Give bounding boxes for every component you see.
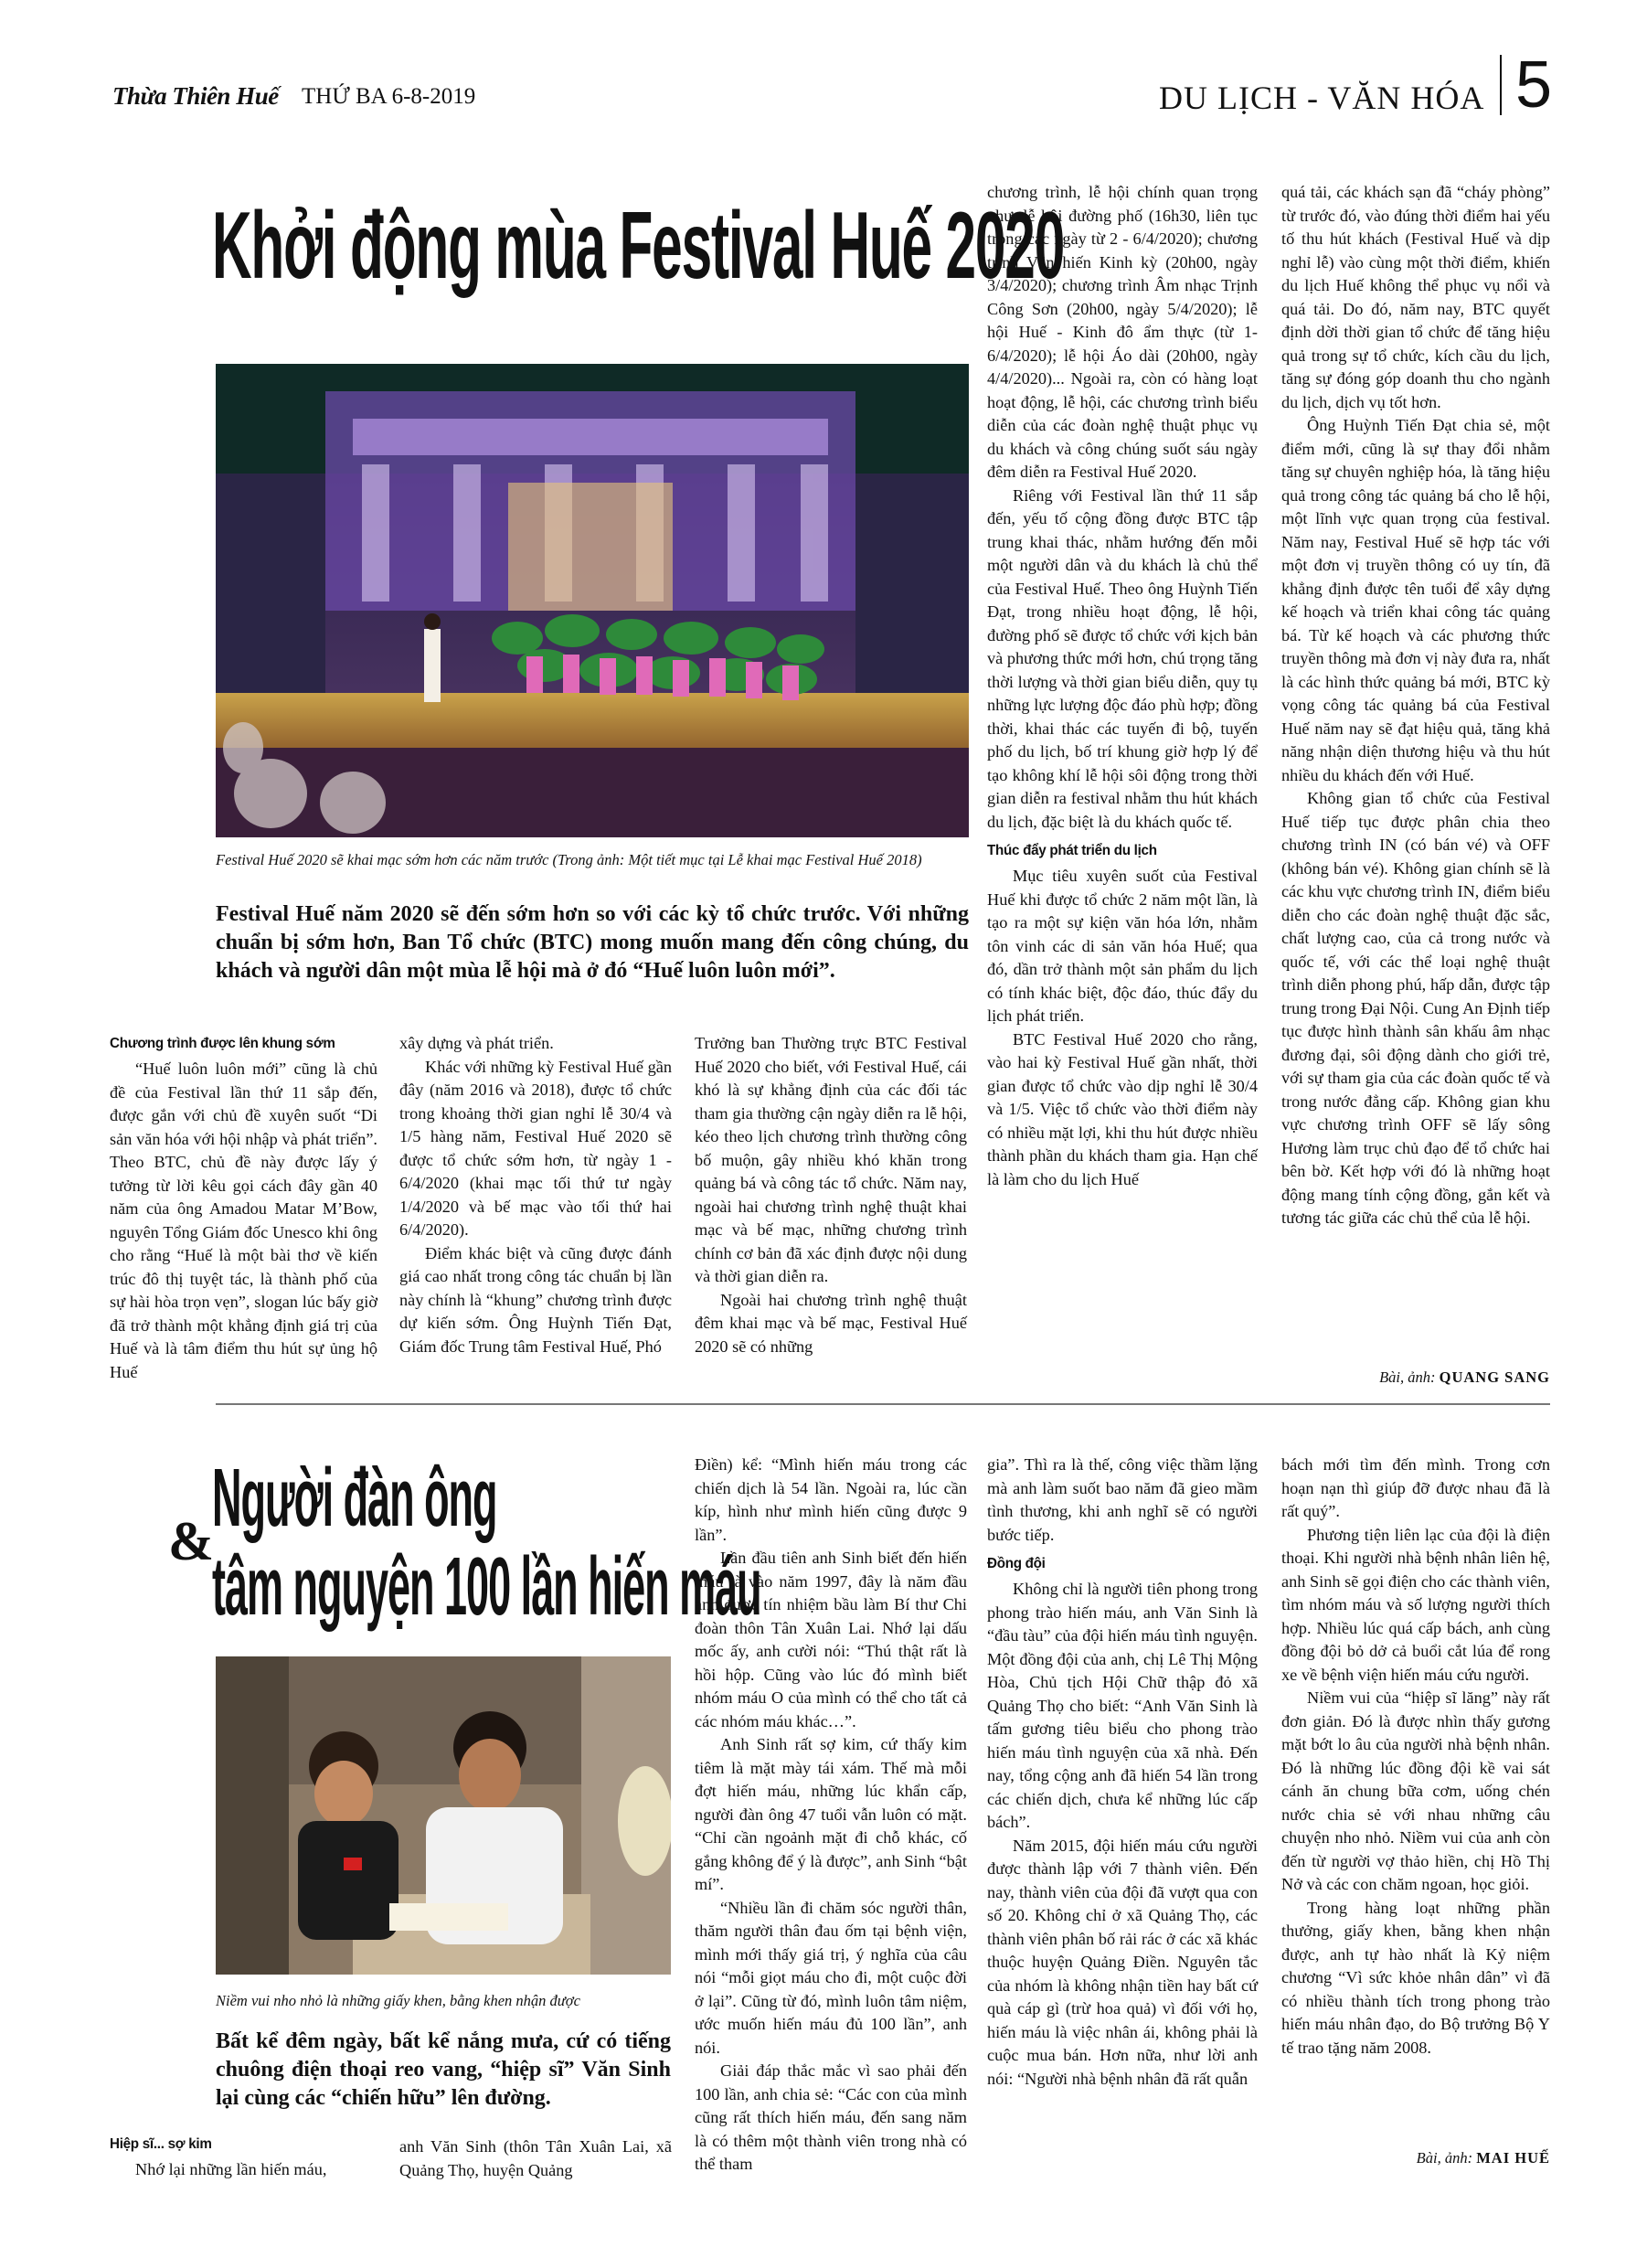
article1-col4-p3: Mục tiêu xuyên suốt của Festival Huế khi được tổ chức 2 năm một lần, là tạo ra một sự kiện văn hóa lớn, nhằm tôn vinh các di sản văn hóa Huế; qua đó, dần trở thành một sản phẩm du lịch có tính khác biệt, độc đáo, thúc đẩy du lịch phát triển. bbox=[987, 867, 1258, 1025]
article2-col5-p2: Phương tiện liên lạc của đội là điện thoại. Khi người nhà bệnh nhân liên hệ, anh Sinh sẽ gọi điện cho các thành viên, tìm nhóm máu và số lượng người thích hợp. Nhiều lúc quá cấp bách, anh cùng đồng đội bỏ dở cả buổi cắt lúa để rong xe về bệnh viện hiến máu cứu người. bbox=[1281, 1525, 1550, 1684]
article2-col2-p1: anh Văn Sinh (thôn Tân Xuân Lai, xã Quảng Thọ, huyện Quảng bbox=[399, 2137, 672, 2179]
article1-column-4 bbox=[987, 181, 1258, 1191]
article1-col5-p3: Không gian tổ chức của Festival Huế tiếp tục được phân chia theo chương trình IN (có bán vé) và OFF (không bán vé). Không gian chính sẽ là các khu vực chương trình IN, điểm biểu diễn cho các đoàn nghệ thuật đặc sắc, chất lượng cao, của cả trong nước và quốc tế, với các thể loại nghệ thuật trình diễn phong phú, hấp dẫn, được tập trung trong Đại Nội. Cung An Định tiếp tục được hình thành sân khấu âm nhạc đương đại, sôi động dành cho giới trẻ, với sự tham gia của các đoàn quốc tế và trong nước đẳng cấp. Không gian khu vực chương trình OFF sẽ lấy sông Hương làm trục chủ đạo để tổ chức hai bên bờ. Kết hợp với đó là những hoạt động mang tính cộng đồng, gắn kết và tương tác giữa các chủ thể của lễ hội. bbox=[1281, 789, 1550, 1227]
blood-donor-photo bbox=[216, 1656, 671, 1975]
article2-credit-prefix: Bài, ảnh: bbox=[1416, 2149, 1477, 2167]
article1-column-3 bbox=[695, 1032, 967, 1358]
article2-col3-p5: Giải đáp thắc mắc vì sao phải đến 100 lần, anh chia sẻ: “Các con của mình cũng rất thích hiến máu, đến sang năm là có thêm một thành viên trong nhà có thể tham bbox=[695, 2061, 967, 2173]
article2-title-line1: Người đàn ông bbox=[212, 1453, 497, 1544]
article2-photo-caption: Niềm vui nho nhỏ là những giấy khen, bằng khen nhận được bbox=[216, 1992, 580, 2009]
article2-title-line2: tâm nguyện 100 lần hiến máu bbox=[212, 1541, 761, 1633]
article2-column-2 bbox=[399, 2135, 672, 2182]
article2-col4-p2: Không chỉ là người tiên phong trong phong trào hiến máu, anh Văn Sinh là “đầu tàu” của đội hiến máu tình nguyện. Một đồng đội của anh, chị Lê Thị Mộng Hòa, Chủ tịch Hội Chữ thập đỏ xã Quảng Thọ cho biết: “Anh Văn Sinh là tấm gương tiêu biểu cho phong trào hiến máu tình nguyện của xã nhà. Đến nay, tổng cộng anh đã hiến 54 lần trong các chiến dịch, chưa kể những lúc cấp bách”. bbox=[987, 1580, 1258, 1831]
article2-col5-p4: Trong hàng loạt những phần thưởng, giấy khen, bằng khen nhận được, anh tự hào nhất là Kỷ niệm chương “Vì sức khỏe nhân dân” vì đã có nhiều thành tích trong phong trào hiến máu nhân đạo, do Bộ trưởng Bộ Y tế trao tặng năm 2008. bbox=[1281, 1898, 1550, 2057]
article2-col3-p1: Điền) kể: “Mình hiến máu trong các chiến dịch là 54 lần. Ngoài ra, lúc cần kíp, hình như mình hiến cũng được 9 lần”. bbox=[695, 1455, 967, 1544]
article-separator bbox=[216, 1403, 1550, 1405]
issue-date: THỨ BA 6-8-2019 bbox=[302, 84, 476, 109]
article1-col4-p4: BTC Festival Huế 2020 cho rằng, vào hai kỳ Festival Huế gần nhất, thời gian được tổ chức vào dịp nghỉ lễ 30/4 và 1/5. Việc tổ chức vào thời điểm này có nhiều mặt lợi, khi thu hút được nhiều thành phần du khách tham gia. Hạn chế là làm cho du lịch Huế bbox=[987, 1029, 1258, 1188]
article2-col3-p4: “Nhiều lần đi chăm sóc người thân, thăm người thân đau ốm tại bệnh viện, mình mới thấy giá trị, ý nghĩa của câu nói “mỗi giọt máu cho đi, một cuộc đời ở lại”. Cũng từ đó, mình luôn tâm niệm, ước muốn hiến máu đủ 100 lần”, anh nói. bbox=[695, 1898, 967, 2057]
article2-col5-p3: Niềm vui của “hiệp sĩ lăng” này rất đơn giản. Đó là được nhìn thấy gương mặt bớt lo âu của người nhà bệnh nhân. Đó là những lúc đồng đội kề vai sát cánh ăn chung bữa cơm, uống chén nước chia sẻ với nhau những câu chuyện nho nhỏ. Niềm vui của anh còn đến từ người vợ thảo hiền, chị Hồ Thị Nở và các con chăm ngoan, học giỏi. bbox=[1281, 1688, 1550, 1893]
article2-credit bbox=[1281, 2149, 1550, 2167]
article1-col5-p1: quá tải, các khách sạn đã “cháy phòng” từ trước đó, vào đúng thời điểm hai yếu tố thu hút khách (Festival Huế và dịp nghỉ lễ) vào cùng một thời điểm, khiến du lịch Huế không thể phục vụ nổi và quá tải. Do đó, năm nay, BTC quyết định dời thời gian tổ chức để tăng hiệu quả trong sự tổ chức, kích cầu du lịch, tăng sự đóng góp doanh thu cho ngành du lịch, dịch vụ tốt hơn. bbox=[1281, 183, 1550, 411]
article2-subhead-2: Đồng đội bbox=[987, 1556, 1046, 1571]
article2-subhead-1: Hiệp sĩ... sợ kim bbox=[110, 2136, 212, 2152]
article1-col3-p1: Trưởng ban Thường trực BTC Festival Huế 2020 cho biết, với Festival Huế, cái khó là sự khẳng định của các đối tác tham gia thường cận ngày diễn ra lễ hội, kéo theo lịch chương trình thường công bố muộn, gây nhiều khó khăn trong quảng bá và công tác tổ chức. Năm nay, ngoài hai chương trình nghệ thuật khai mạc và bế mạc, những chương trình chính cơ bản đã xác định được nội dung và thời gian diễn ra. bbox=[695, 1034, 967, 1285]
article2-col3-p3: Anh Sinh rất sợ kim, cứ thấy kim tiêm là mặt mày tái xám. Thế mà mỗi đợt hiến máu, những lúc khẩn cấp, người đàn ông 47 tuổi vẫn luôn có mặt. “Chỉ cần ngoảnh mặt đi chỗ khác, cố gắng không để ý là được”, anh Sinh “bật mí”. bbox=[695, 1735, 967, 1893]
page-number: 5 bbox=[1515, 48, 1553, 122]
article2-col1-p1: Nhớ lại những lần hiến máu, bbox=[135, 2160, 327, 2178]
article1-credit bbox=[1281, 1368, 1550, 1387]
article1-col2-p3: Điểm khác biệt và cũng được đánh giá cao nhất trong công tác chuẩn bị lần này chính là “khung” chương trình được dự kiến sớm. Ông Huỳnh Tiến Đạt, Giám đốc Trung tâm Festival Huế, Phó bbox=[399, 1243, 672, 1356]
article2-col4-p3: Năm 2015, đội hiến máu cứu người được thành lập với 7 thành viên. Đến nay, thành viên của đội đã vượt qua con số 20. Không chỉ ở xã Quảng Thọ, các thành viên phân bố rải rác ở các xã khác thuộc huyện Quảng Điền. Nguyên tắc của nhóm là không nhận tiền hay bất cứ quà cáp gì (trừ hoa quả) vì đối với họ, hiến máu là việc nhân ái, không phải là cuộc mua bán. Hơn nữa, như lời anh nói: “Người nhà bệnh nhân đã rất quẫn bbox=[987, 1836, 1258, 2088]
article2-col3-p2: Lần đầu tiên anh Sinh biết đến hiến máu là vào năm 1997, đây là năm đầu anh được tín nhiệm bầu làm Bí thư Chi đoàn thôn Tân Xuân Lai. Nhớ lại dấu mốc ấy, anh cười nói: “Thú thật rất là hồi hộp. Cũng vào lúc đó mình biết nhóm máu O của mình có thể cho tất cả các nhóm máu khác…”. bbox=[695, 1549, 967, 1730]
section-title: DU LỊCH - VĂN HÓA bbox=[1159, 80, 1485, 116]
article2-lead: Bất kể đêm ngày, bất kể nắng mưa, cứ có tiếng chuông điện thoại reo vang, “hiệp sĩ” Văn Sinh lại cùng các “chiến hữu” lên đường. bbox=[216, 2029, 671, 2110]
article1-lead: Festival Huế năm 2020 sẽ đến sớm hơn so với các kỳ tổ chức trước. Với những chuẩn bị sớm hơn, Ban Tổ chức (BTC) mong muốn mang đến công chúng, du khách và người dân một mùa lễ hội mà ở đó “Huế luôn luôn mới”. bbox=[216, 902, 969, 983]
article2-column-1 bbox=[110, 2131, 377, 2182]
article2-column-3 bbox=[695, 1453, 967, 2177]
article2-title-ampersand: & bbox=[168, 1511, 214, 1571]
article2-column-4 bbox=[987, 1453, 1258, 2091]
article2-column-5 bbox=[1281, 1453, 1550, 2060]
article1-subhead-2: Thúc đẩy phát triển du lịch bbox=[987, 843, 1157, 858]
article1-photo-caption: Festival Huế 2020 sẽ khai mạc sớm hơn các năm trước (Trong ảnh: Một tiết mục tại Lễ khai mạc Festival Huế 2018) bbox=[216, 851, 922, 868]
article2-credit-name: MAI HUẾ bbox=[1476, 2149, 1550, 2167]
article1-col1-p1: “Huế luôn luôn mới” cũng là chủ đề của Festival lần thứ 11 sắp đến, được gắn với chủ đề xuyên suốt “Di sản văn hóa với hội nhập và phát triển”. Theo BTC, chủ đề này được lấy ý tưởng từ lời kêu gọi cách đây gần 40 năm của ông Amadou Matar M’Bow, nguyên Tổng Giám đốc Unesco khi ông cho rằng “Huế là một bài thơ về kiến trúc đô thị tuyệt tác, là thành phố của sự hài hòa trọn vẹn”, slogan lúc bấy giờ đã trở thành một khẳng định giá trị của Huế và là tâm điểm thu hút sự ủng hộ Huế bbox=[110, 1059, 377, 1381]
article1-credit-prefix: Bài, ảnh: bbox=[1379, 1368, 1440, 1386]
article1-col4-p2: Riêng với Festival lần thứ 11 sắp đến, yếu tố cộng đồng được BTC tập trung khai thác, nhằm hướng đến mỗi một người dân và du khách là chủ thể của Festival Huế. Theo ông Huỳnh Tiến Đạt, trong nhiều hoạt động, lễ hội, đường phố sẽ được tổ chức với kịch bản và phương thức mới hơn, chú trọng tăng thời lượng và thời gian biểu diễn, quy tụ những lực lượng độc đáo phù hợp; đồng thời, khai thác các tuyến đi bộ, tuyến phố du lịch, bố trí khung giờ hợp lý để tạo không khí lễ hội sôi động trong thời gian diễn ra festival nhằm thu hút khách du lịch, đặc biệt là du khách quốc tế. bbox=[987, 485, 1258, 831]
article1-column-1 bbox=[110, 1030, 377, 1384]
article1-col2-p1: xây dựng và phát triển. bbox=[399, 1034, 554, 1052]
article1-col3-p2: Ngoài hai chương trình nghệ thuật đêm khai mạc và bế mạc, Festival Huế 2020 sẽ có những bbox=[695, 1290, 967, 1356]
article1-col4-p1: chương trình, lễ hội chính quan trọng như, lễ hội đường phố (16h30, liên tục trong các ngày từ 2 - 6/4/2020); chương trình Văn hiến Kinh kỳ (20h00, ngày 3/4/2020); chương trình Âm nhạc Trịnh Công Sơn (20h00, ngày 5/4/2020); lễ hội Huế - Kinh đô ẩm thực (từ 1- 6/4/2020); lễ hội Áo dài (20h00, ngày 4/4/2020)... Ngoài ra, còn có hàng loạt hoạt động, lễ hội, các chương trình biểu diễn của các đoàn nghệ thuật phục vụ du khách và công chúng suốt sáu ngày đêm diễn ra Festival Huế 2020. bbox=[987, 183, 1258, 481]
masthead: Thừa Thiên Huế bbox=[112, 82, 279, 110]
article2-col5-p1: bách mới tìm đến mình. Trong cơn hoạn nạn thì giúp đỡ được nhau đã là rất quý”. bbox=[1281, 1455, 1550, 1520]
article2-col4-p1: gia”. Thì ra là thế, công việc thầm lặng mà anh làm suốt bao năm đã gieo mầm tình thương, khi anh nghĩ sẽ có người bước tiếp. bbox=[987, 1455, 1258, 1544]
article1-col5-p2: Ông Huỳnh Tiến Đạt chia sẻ, một điểm mới, cũng là sự thay đổi nhằm tăng sự chuyên nghiệp hóa, là tăng hiệu quả trong công tác quảng bá cho lễ hội, một lĩnh vực quan trọng của festival. Năm nay, Festival Huế sẽ hợp tác với một đơn vị truyền thông có uy tín, đã khẳng định được tên tuổi để xây dựng kế hoạch và triển khai công tác quảng bá. Từ kế hoạch và các phương thức truyền thông mà đơn vị này đưa ra, nhất là các hình thức quảng bá mới, BTC kỳ vọng công tác quảng bá của Festival Huế năm nay sẽ đạt hiệu quả, tăng khả năng nhận diện thương hiệu và thu hút nhiều du khách đến với Huế. bbox=[1281, 416, 1550, 784]
article1-column-5 bbox=[1281, 181, 1550, 1230]
article1-subhead-1: Chương trình được lên khung sớm bbox=[110, 1036, 335, 1051]
article1-title: Khởi động mùa Festival Huế 2020 bbox=[212, 193, 1065, 299]
festival-stage-photo bbox=[216, 364, 969, 837]
header-divider bbox=[1500, 55, 1502, 115]
article1-credit-name: QUANG SANG bbox=[1439, 1368, 1550, 1386]
article1-column-2 bbox=[399, 1032, 672, 1358]
article1-col2-p2: Khác với những kỳ Festival Huế gần đây (năm 2016 và 2018), được tổ chức trong khoảng thời gian nghỉ lễ 30/4 và 1/5 hàng năm, Festival Huế 2020 sẽ được tổ chức sớm hơn, từ ngày 1 - 6/4/2020 (khai mạc tối thứ tư ngày 1/4/2020 và bế mạc vào tối thứ hai 6/4/2020). bbox=[399, 1057, 672, 1239]
